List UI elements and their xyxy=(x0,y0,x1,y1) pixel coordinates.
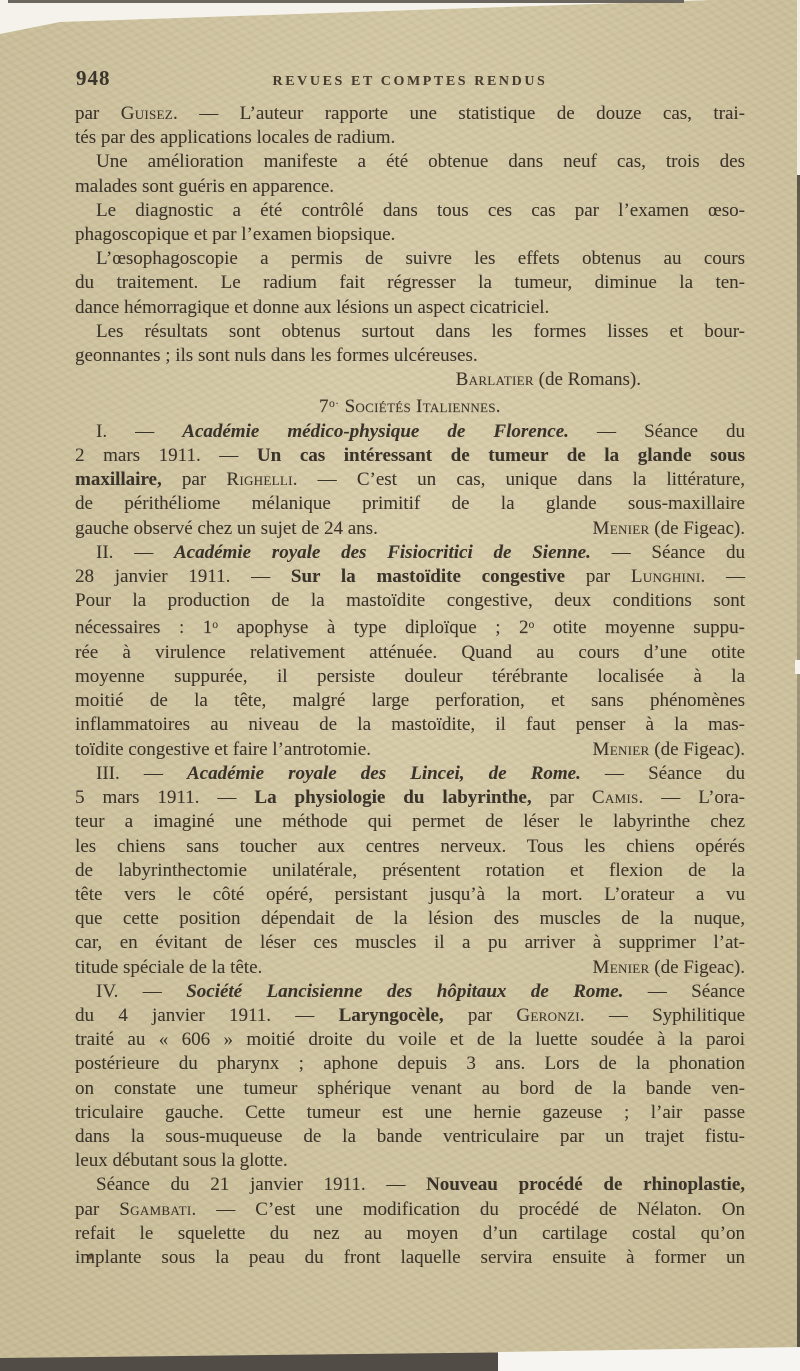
text-segment: rée à virulence relativement atténuée. Quand au cours d’une otite xyxy=(75,641,745,663)
text-segment: . — L’ora- xyxy=(638,787,746,809)
paragraph xyxy=(75,247,745,320)
text-line xyxy=(75,1101,745,1125)
text-segment: par xyxy=(443,1004,517,1026)
text-segment: Menier xyxy=(592,738,650,760)
signature-line xyxy=(75,368,745,392)
text-block xyxy=(75,102,745,1270)
text-line xyxy=(75,247,745,271)
text-segment: geonnantes ; ils sont nuls dans les formes ulcéreuses. xyxy=(75,345,478,367)
text-line xyxy=(75,320,745,344)
text-segment: Un cas intéressant de tumeur de la glande sous xyxy=(256,445,746,467)
text-line xyxy=(75,444,745,468)
text-line xyxy=(75,517,745,541)
paragraph xyxy=(75,102,745,150)
paragraph xyxy=(75,541,745,762)
text-line xyxy=(75,126,745,150)
text-segment: dance hémorragique et donne aux lésions un aspect cicatriciel. xyxy=(75,296,550,318)
running-title: REVUES ET COMPTES RENDUS xyxy=(272,74,548,89)
text-segment: . — C’est un cas, unique dans la littérature, xyxy=(292,469,745,491)
paragraph xyxy=(75,420,745,541)
text-line xyxy=(75,589,745,613)
scan-edge-top-dark-line xyxy=(8,0,684,3)
scan-edge-top-white xyxy=(0,0,800,40)
text-segment: 2 mars 1911. — xyxy=(75,445,257,467)
text-segment: titude spéciale de la tête. xyxy=(75,956,263,978)
text-segment: maxillaire, xyxy=(75,469,162,491)
text-segment: par xyxy=(75,103,121,124)
text-line xyxy=(75,175,745,199)
text-line xyxy=(75,150,745,174)
text-segment: du traitement. Le radium fait régresser la tumeur, diminue la ten- xyxy=(75,272,745,294)
text-segment: moyenne suppurée, il persiste douleur térébrante localisée à la xyxy=(75,666,745,688)
scan-edge-right-notch xyxy=(795,660,800,674)
text-line xyxy=(75,199,745,223)
text-line xyxy=(75,931,745,955)
text-line xyxy=(75,344,745,368)
text-segment: Académie royale des Fisiocritici de Sienne. xyxy=(173,541,591,563)
text-segment: tés par des applications locales de radium. xyxy=(75,127,396,149)
text-segment: — Séance xyxy=(623,980,745,1002)
text-segment: . — xyxy=(700,566,746,588)
text-line xyxy=(75,907,745,931)
text-segment: Sociétés Italiennes xyxy=(344,396,496,418)
text-line xyxy=(75,1173,745,1197)
scan-edge-bottom xyxy=(0,1341,800,1371)
text-segment: Menier xyxy=(592,517,650,539)
text-segment: I. — xyxy=(96,420,183,442)
line-gap xyxy=(378,517,593,541)
text-segment: (de Figeac). xyxy=(649,738,745,760)
text-line xyxy=(75,223,745,247)
text-segment: otite moyenne suppu- xyxy=(534,617,745,639)
text-line xyxy=(75,1222,745,1246)
line-gap xyxy=(262,956,592,980)
text-segment: 5 mars 1911. — xyxy=(75,787,255,809)
text-segment: III. — xyxy=(96,762,187,784)
text-segment: Geronzi xyxy=(516,1004,580,1026)
paragraph xyxy=(75,150,745,198)
text-segment: Académie médico-physique de Florence. xyxy=(182,420,569,442)
text-line xyxy=(75,835,745,859)
text-segment: les chiens sans toucher aux centres nerveux. Tous les chiens opérés xyxy=(75,835,745,857)
text-segment: tête vers le côté opéré, persistant jusqu’à la mort. L’orateur a vu xyxy=(75,883,745,905)
text-segment: par xyxy=(161,469,227,491)
text-segment: Righelli xyxy=(226,469,293,491)
section-heading xyxy=(75,392,745,419)
text-line xyxy=(75,368,745,392)
text-segment: (de Figeac). xyxy=(649,956,745,978)
text-line xyxy=(75,1077,745,1101)
text-segment: (de Romans). xyxy=(533,369,641,391)
text-line xyxy=(75,859,745,883)
text-segment: Le diagnostic a été contrôlé dans tous ces cas par l’examen œso- xyxy=(96,199,745,221)
text-segment: Laryngocèle, xyxy=(338,1004,444,1026)
text-segment: Société Lancisienne des hôpitaux de Rome. xyxy=(186,980,624,1002)
text-segment: (de Figeac). xyxy=(649,517,745,539)
text-segment: postérieure du pharynx ; aphone depuis 3 ans. Lors de la phonation xyxy=(75,1053,745,1075)
paragraph xyxy=(75,320,745,368)
text-line xyxy=(75,1149,745,1173)
text-line xyxy=(75,541,745,565)
text-line xyxy=(75,641,745,665)
text-line xyxy=(75,271,745,295)
text-segment: La physiologie du labyrinthe, xyxy=(254,787,532,809)
text-segment: gauche observé chez un sujet de 24 ans. xyxy=(75,517,378,539)
text-segment: Séance du 21 janvier 1911. — xyxy=(96,1174,427,1196)
text-line xyxy=(75,1246,745,1270)
text-line xyxy=(75,102,745,126)
text-segment: phagoscopique et par l’examen biopsique. xyxy=(75,224,396,246)
text-line xyxy=(75,665,745,689)
text-segment: du 4 janvier 1911. — xyxy=(75,1004,339,1026)
line-gap xyxy=(371,738,593,762)
text-segment: IV. — xyxy=(96,980,187,1002)
text-line xyxy=(75,392,745,419)
text-segment: — Séance du xyxy=(580,762,746,784)
text-segment: — Séance du xyxy=(590,541,745,563)
text-segment: toïdite congestive et faire l’antrotomie. xyxy=(75,738,371,760)
text-line xyxy=(75,1052,745,1076)
paragraph xyxy=(75,762,745,980)
text-segment: de labyrinthectomie unilatérale, présentent rotation et flexion de la xyxy=(75,859,745,881)
text-segment: Lunghini xyxy=(630,566,701,588)
text-segment: 7 xyxy=(319,396,329,418)
text-segment: apophyse à type diploïque ; 2 xyxy=(218,617,529,639)
text-line xyxy=(75,1125,745,1149)
text-segment: malades sont guéris en apparence. xyxy=(75,175,335,197)
text-line xyxy=(75,1198,745,1222)
text-line xyxy=(75,956,745,980)
text-segment: traité au « 606 » moitié droite du voile et de la luette soudée à la paroi xyxy=(75,1029,745,1051)
text-segment: o· xyxy=(328,397,340,411)
text-segment: Sur la mastoïdite congestive xyxy=(290,566,566,588)
text-line xyxy=(75,810,745,834)
text-segment: 28 janvier 1911. — xyxy=(75,566,291,588)
paragraph xyxy=(75,199,745,247)
text-segment: . — Syphilitique xyxy=(579,1004,746,1026)
text-line xyxy=(75,883,745,907)
text-segment: triculaire gauche. Cette tumeur est une hernie gazeuse ; l’air passe xyxy=(75,1101,745,1123)
text-line xyxy=(75,738,745,762)
text-line xyxy=(75,1004,745,1028)
text-segment: on constate une tumeur sphérique venant au bord de la bande ven- xyxy=(75,1077,745,1099)
page-number: 948 xyxy=(76,66,111,90)
text-segment: que cette position dépendait de la lésion des muscles de la nuque, xyxy=(75,908,745,930)
text-segment: L’œsophagoscopie a permis de suivre les effets obtenus au cours xyxy=(96,248,745,270)
text-segment: Camis xyxy=(591,787,639,809)
paragraph xyxy=(75,1173,745,1270)
text-line xyxy=(75,1028,745,1052)
text-segment: implante sous la peau du front laquelle servira ensuite à former un xyxy=(75,1246,745,1268)
text-line xyxy=(75,689,745,713)
paragraph xyxy=(75,980,745,1174)
text-segment: o xyxy=(528,618,535,632)
text-segment: leux débutant sous la glotte. xyxy=(75,1150,288,1172)
text-segment: . — C’est une modification du procédé de Nélaton. On xyxy=(191,1198,745,1220)
text-segment: o xyxy=(212,618,219,632)
text-segment: Académie royale des Lincei, de Rome. xyxy=(186,762,581,784)
text-segment: teur a imaginé une méthode qui permet de léser le labyrinthe chez xyxy=(75,811,745,833)
text-segment: — Séance du xyxy=(568,420,745,442)
text-segment: par xyxy=(75,1198,120,1220)
text-segment: dans la sous-muqueuse de la bande ventriculaire par un trajet fistu- xyxy=(75,1125,745,1147)
text-segment: Pour la production de la mastoïdite congestive, deux conditions sont xyxy=(75,590,745,612)
text-line xyxy=(75,762,745,786)
text-segment: . xyxy=(495,396,501,418)
text-segment: de périthéliome mélanique primitif de la glande sous-maxillaire xyxy=(75,493,745,515)
text-segment: Nouveau procédé de rhinoplastie, xyxy=(426,1174,745,1196)
text-line xyxy=(75,713,745,737)
text-segment: car, en évitant de léser ces muscles il a pu arriver à supprimer l’at- xyxy=(75,932,745,954)
text-segment: nécessaires : 1 xyxy=(75,617,213,639)
text-line xyxy=(75,565,745,589)
text-segment: Les résultats sont obtenus surtout dans les formes lisses et bour- xyxy=(96,320,745,342)
text-segment: par xyxy=(531,787,592,809)
text-segment: . — L’auteur rapporte une statistique de douze cas, trai- xyxy=(173,103,745,124)
text-segment: Guisez xyxy=(120,103,174,124)
text-segment: Menier xyxy=(592,956,650,978)
text-line xyxy=(75,296,745,320)
text-segment: inflammatoires au niveau de la mastoïdite, il faut penser à la mas- xyxy=(75,714,745,736)
text-segment: refait le squelette du nez au moyen d’un cartilage costal qu’on xyxy=(75,1222,745,1244)
text-line xyxy=(75,980,745,1004)
text-segment: moitié de la tête, malgré large perforation, et sans phénomènes xyxy=(75,690,745,712)
text-segment: par xyxy=(565,566,631,588)
text-line xyxy=(75,786,745,810)
text-line xyxy=(75,613,745,640)
text-segment: Barlatier xyxy=(455,369,534,391)
text-segment: Sgambati xyxy=(119,1198,192,1220)
text-line xyxy=(75,420,745,444)
text-line xyxy=(75,492,745,516)
text-line xyxy=(75,468,745,492)
text-segment: Une amélioration manifeste a été obtenue dans neuf cas, trois des xyxy=(96,151,745,173)
text-segment: II. — xyxy=(96,541,174,563)
